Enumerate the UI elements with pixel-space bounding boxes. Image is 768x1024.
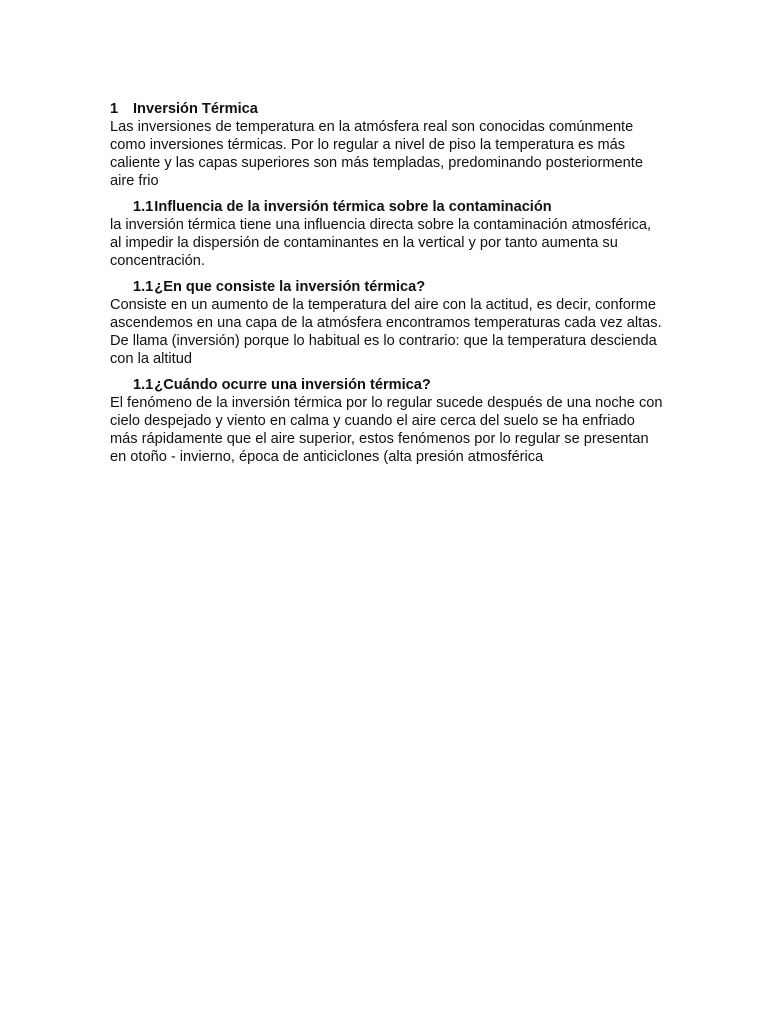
document-page xyxy=(110,100,665,466)
subsection-heading-influencia xyxy=(110,198,665,216)
subsection-heading-consiste xyxy=(110,278,665,296)
subsection-heading-cuando xyxy=(110,376,665,394)
subsection-paragraph-cuando: El fenómeno de la inversión térmica por lo regular sucede después de una noche con cielo despejado y viento en calma y cuando el aire cerca del suelo se ha enfriado más rápidamente que el aire superior, estos fenómenos por lo regular se presentan en otoño - invierno, época de anticiclones (alta presión atmosférica xyxy=(110,395,663,465)
subsection-number: 1.1 xyxy=(133,199,154,215)
subsection-title: ¿En que consiste la inversión térmica? xyxy=(154,279,426,295)
section-heading xyxy=(110,100,665,118)
subsection-title: Influencia de la inversión térmica sobre la contaminación xyxy=(154,199,552,215)
subsection-number: 1.1 xyxy=(133,279,154,295)
section-number: 1 xyxy=(110,101,119,117)
subsection-title: ¿Cuándo ocurre una inversión térmica? xyxy=(154,377,431,393)
subsection-paragraph-influencia: la inversión térmica tiene una influencia directa sobre la contaminación atmosférica, al impedir la dispersión de contaminantes en la vertical y por tanto aumenta su concentración. xyxy=(110,217,652,269)
section-paragraph: Las inversiones de temperatura en la atmósfera real son conocidas comúnmente como inversiones térmicas. Por lo regular a nivel de piso la temperatura es más caliente y las capas superiores son más templadas, predominando posteriormente aire frio xyxy=(110,119,643,189)
subsection-paragraph-consiste: Consiste en un aumento de la temperatura del aire con la actitud, es decir, conforme ascendemos en una capa de la atmósfera encontramos temperaturas cada vez altas. De llama (inversión) porque lo habitual es lo contrario: que la temperatura descienda con la altitud xyxy=(110,297,662,367)
subsection-number: 1.1 xyxy=(133,377,154,393)
section-title: Inversión Térmica xyxy=(133,101,258,117)
